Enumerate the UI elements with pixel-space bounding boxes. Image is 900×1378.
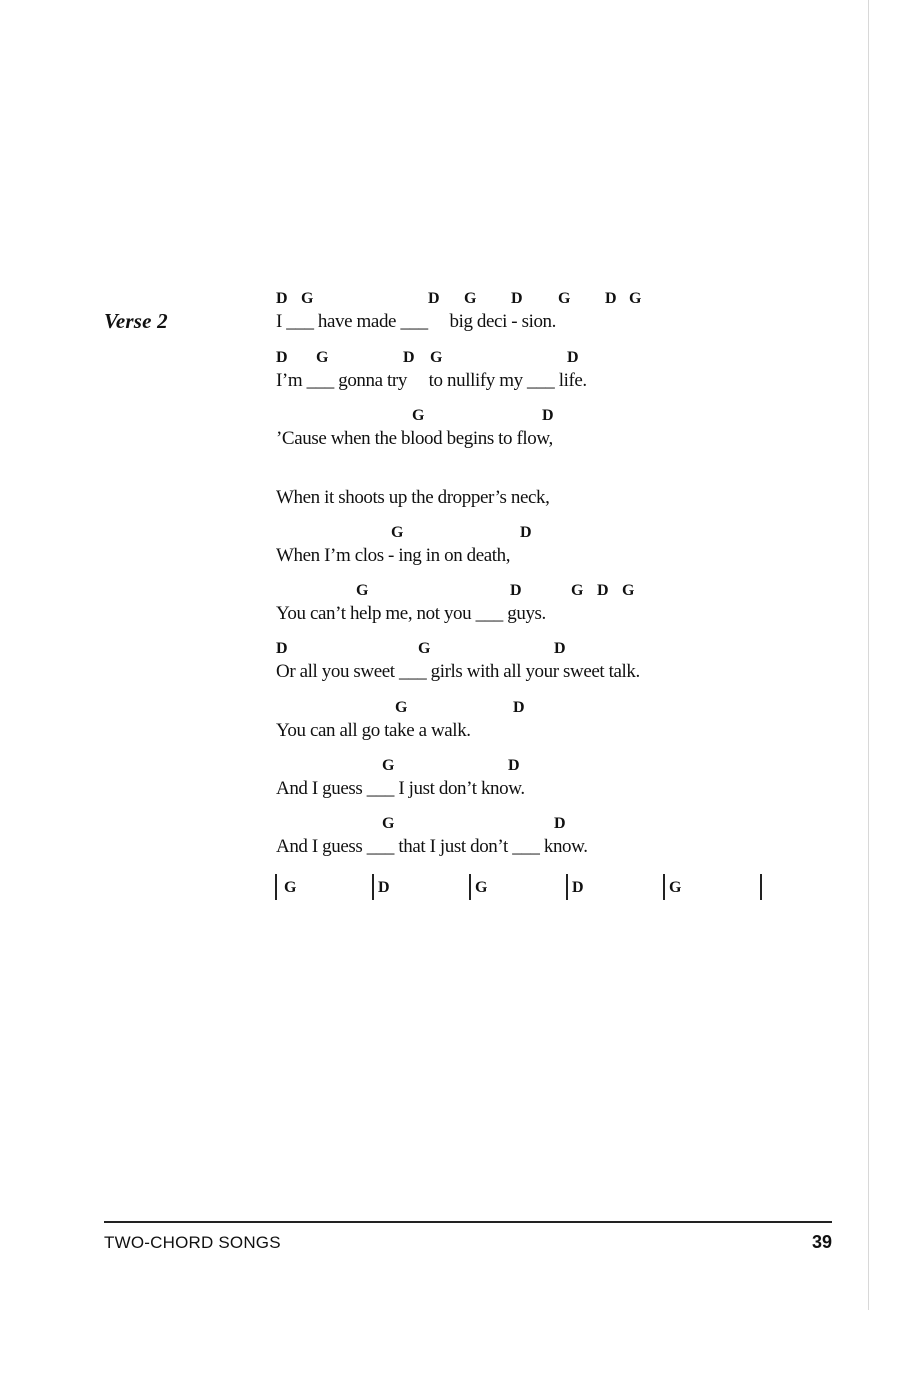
chord: D — [510, 582, 522, 599]
chord: D — [597, 582, 609, 599]
bar-chord: G — [475, 879, 488, 896]
song-line — [0, 757, 900, 799]
chord: D — [403, 349, 415, 366]
chord: G — [356, 582, 369, 599]
chord: D — [276, 290, 288, 307]
chord: G — [391, 524, 404, 541]
song-line — [0, 524, 900, 566]
chord: D — [605, 290, 617, 307]
chord: G — [418, 640, 431, 657]
bar-chord: D — [572, 879, 584, 896]
bar-chord: G — [284, 879, 297, 896]
song-line — [0, 349, 900, 391]
chord: D — [554, 640, 566, 657]
chord: D — [520, 524, 532, 541]
lyric-text: And I guess ___ that I just don’t ___ know. — [276, 836, 588, 857]
chord: G — [558, 290, 571, 307]
lyric-text: I’m ___ gonna try to nullify my ___ life. — [276, 370, 587, 391]
chord-bars — [0, 874, 900, 902]
chord: G — [301, 290, 314, 307]
barline — [469, 874, 471, 900]
chord: G — [571, 582, 584, 599]
song-line — [0, 407, 900, 449]
barline — [275, 874, 277, 900]
song-line — [0, 699, 900, 741]
chord: G — [629, 290, 642, 307]
chord: G — [382, 757, 395, 774]
chord: G — [395, 699, 408, 716]
page-number: 39 — [811, 1232, 832, 1252]
lyric-text: When it shoots up the dropper’s neck, — [276, 487, 550, 508]
lyric-text: And I guess ___ I just don’t know. — [276, 778, 525, 799]
lyric-text: You can all go take a walk. — [276, 720, 471, 741]
chord: D — [513, 699, 525, 716]
section-label-verse-2: Verse 2 — [104, 309, 168, 333]
footer-title: TWO-CHORD SONGS — [104, 1233, 281, 1252]
chord: D — [567, 349, 579, 366]
chord: D — [276, 349, 288, 366]
bar-chord: D — [378, 879, 390, 896]
lyric-text: Or all you sweet ___ girls with all your sweet talk. — [276, 661, 640, 682]
bar-chord: G — [669, 879, 682, 896]
song-line — [0, 640, 900, 682]
song-line — [0, 815, 900, 857]
chord: G — [412, 407, 425, 424]
chord: D — [428, 290, 440, 307]
chord: G — [622, 582, 635, 599]
chord: G — [316, 349, 329, 366]
lyric-text: When I’m clos - ing in on death, — [276, 545, 511, 566]
chord: D — [276, 640, 288, 657]
chord: D — [511, 290, 523, 307]
chord: D — [508, 757, 520, 774]
lyric-text: You can’t help me, not you ___ guys. — [276, 603, 546, 624]
barline — [760, 874, 762, 900]
lyric-text: ’Cause when the blood begins to flow, — [276, 428, 553, 449]
barline — [372, 874, 374, 900]
lyric-text: I ___ have made ___ big deci - sion. — [276, 311, 557, 332]
chord: G — [430, 349, 443, 366]
barline — [566, 874, 568, 900]
song-line — [0, 582, 900, 624]
song-line — [0, 466, 900, 508]
chord: G — [382, 815, 395, 832]
barline — [663, 874, 665, 900]
chord: G — [464, 290, 477, 307]
footer-rule — [104, 1221, 832, 1223]
chord: D — [554, 815, 566, 832]
chord: D — [542, 407, 554, 424]
